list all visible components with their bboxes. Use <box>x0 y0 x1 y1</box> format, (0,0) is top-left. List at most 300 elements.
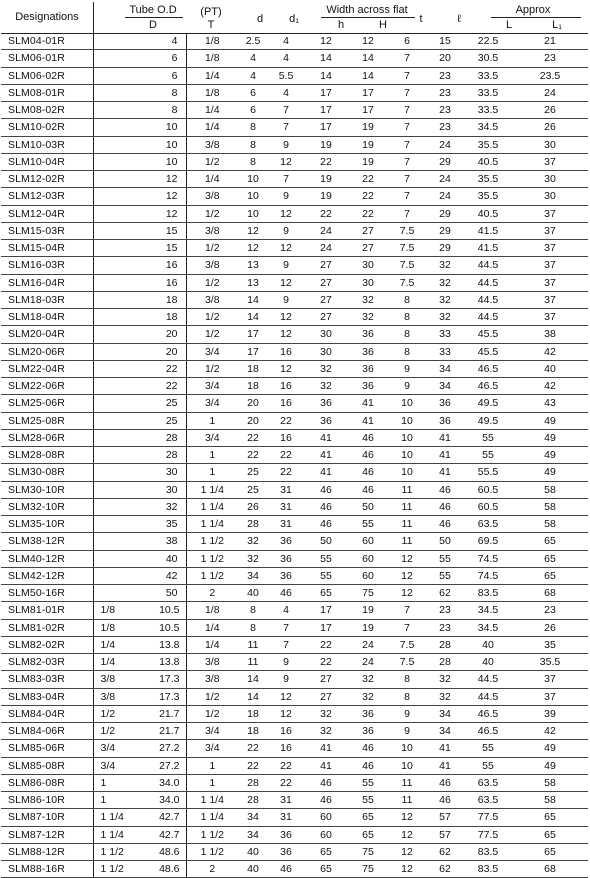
l1-cell: 58 <box>512 792 588 809</box>
pt-cell: 1/2 <box>186 205 238 222</box>
d1-cell: 16 <box>268 740 304 757</box>
l1-cell: 43 <box>512 395 588 412</box>
d1-cell: 9 <box>268 257 304 274</box>
big-l-cell: 83.5 <box>464 585 512 602</box>
l-cell: 33 <box>426 326 464 343</box>
table-row <box>1 705 588 722</box>
big-h-cell: 32 <box>348 671 388 688</box>
d1-cell: 7 <box>268 102 304 119</box>
h-cell: 27 <box>304 257 348 274</box>
designation-cell: SLM22-04R <box>1 360 93 377</box>
big-l-cell: 49.5 <box>464 395 512 412</box>
d1-cell: 31 <box>268 792 304 809</box>
d1-cell: 36 <box>268 826 304 843</box>
l1-cell: 42 <box>512 723 588 740</box>
tube-od-cell: 10 <box>130 153 186 170</box>
l1-cell: 68 <box>512 861 588 878</box>
big-h-cell: 24 <box>348 636 388 653</box>
pt-cell: 3/8 <box>186 291 238 308</box>
d1-cell: 12 <box>268 240 304 257</box>
big-h-cell: 22 <box>348 205 388 222</box>
big-l-cell: 22.5 <box>464 33 512 50</box>
designation-cell: SLM81-02R <box>1 619 93 636</box>
d1-cell: 31 <box>268 516 304 533</box>
table-row <box>1 205 588 222</box>
l1-cell: 65 <box>512 843 588 860</box>
table-row <box>1 740 588 757</box>
t-cell: 10 <box>388 447 426 464</box>
l-cell: 34 <box>426 723 464 740</box>
designation-cell: SLM10-02R <box>1 119 93 136</box>
l1-cell: 49 <box>512 757 588 774</box>
pt-cell: 3/4 <box>186 723 238 740</box>
l-cell: 29 <box>426 205 464 222</box>
pt-cell: 1/8 <box>186 33 238 50</box>
big-h-cell: 60 <box>348 567 388 584</box>
t-cell: 12 <box>388 567 426 584</box>
od-fraction-cell <box>93 567 130 584</box>
table-row <box>1 619 588 636</box>
tube-od-cell: 42 <box>130 567 186 584</box>
pt-cell: 1/2 <box>186 309 238 326</box>
designation-cell: SLM22-06R <box>1 378 93 395</box>
t-cell: 7 <box>388 50 426 67</box>
header-l1: L₁ <box>552 19 562 31</box>
designation-cell: SLM81-01R <box>1 602 93 619</box>
tube-od-cell: 16 <box>130 274 186 291</box>
table-row <box>1 723 588 740</box>
d1-cell: 12 <box>268 326 304 343</box>
h-cell: 17 <box>304 102 348 119</box>
d-cell: 17 <box>238 326 268 343</box>
t-cell: 12 <box>388 585 426 602</box>
d-cell: 40 <box>238 861 268 878</box>
l1-cell: 42 <box>512 378 588 395</box>
tube-od-cell: 12 <box>130 188 186 205</box>
od-fraction-cell <box>93 360 130 377</box>
pt-cell: 1/4 <box>186 67 238 84</box>
designation-cell: SLM25-08R <box>1 412 93 429</box>
tube-od-cell: 30 <box>130 464 186 481</box>
l1-cell: 68 <box>512 585 588 602</box>
tube-od-cell: 17.3 <box>130 688 186 705</box>
big-h-cell: 36 <box>348 343 388 360</box>
od-fraction-cell <box>93 309 130 326</box>
header-divider <box>93 2 94 33</box>
t-cell: 12 <box>388 809 426 826</box>
tube-od-cell: 48.6 <box>130 861 186 878</box>
h-cell: 65 <box>304 585 348 602</box>
big-l-cell: 34.5 <box>464 619 512 636</box>
table-header <box>1 2 588 34</box>
h-cell: 41 <box>304 464 348 481</box>
d-cell: 25 <box>238 464 268 481</box>
big-h-cell: 30 <box>348 257 388 274</box>
od-fraction-cell <box>93 447 130 464</box>
table-row <box>1 188 588 205</box>
d1-cell: 12 <box>268 705 304 722</box>
l-cell: 23 <box>426 102 464 119</box>
big-h-cell: 55 <box>348 774 388 791</box>
table-row <box>1 585 588 602</box>
l1-cell: 58 <box>512 774 588 791</box>
designation-cell: SLM85-06R <box>1 740 93 757</box>
l1-cell: 65 <box>512 533 588 550</box>
big-l-cell: 74.5 <box>464 550 512 567</box>
t-cell: 11 <box>388 498 426 515</box>
big-h-cell: 32 <box>348 291 388 308</box>
d1-cell: 16 <box>268 723 304 740</box>
h-cell: 46 <box>304 481 348 498</box>
d-cell: 14 <box>238 688 268 705</box>
big-l-cell: 83.5 <box>464 861 512 878</box>
od-fraction-cell: 1 <box>93 792 130 809</box>
d-cell: 28 <box>238 792 268 809</box>
d-cell: 22 <box>238 757 268 774</box>
l1-cell: 49 <box>512 447 588 464</box>
big-l-cell: 46.5 <box>464 723 512 740</box>
d1-cell: 9 <box>268 188 304 205</box>
big-h-cell: 12 <box>348 33 388 50</box>
table-row <box>1 843 588 860</box>
designation-cell: SLM06-02R <box>1 67 93 84</box>
t-cell: 7 <box>388 619 426 636</box>
t-cell: 8 <box>388 309 426 326</box>
designation-cell: SLM08-02R <box>1 102 93 119</box>
t-cell: 7.5 <box>388 257 426 274</box>
h-cell: 17 <box>304 619 348 636</box>
d1-cell: 4 <box>268 50 304 67</box>
od-fraction-cell: 3/8 <box>93 671 130 688</box>
tube-od-cell: 18 <box>130 309 186 326</box>
h-cell: 55 <box>304 550 348 567</box>
od-fraction-cell <box>93 33 130 50</box>
pt-cell: 3/8 <box>186 188 238 205</box>
t-cell: 6 <box>388 33 426 50</box>
l1-cell: 58 <box>512 498 588 515</box>
od-fraction-cell <box>93 464 130 481</box>
h-cell: 27 <box>304 274 348 291</box>
table-row <box>1 33 588 50</box>
l-cell: 28 <box>426 636 464 653</box>
t-cell: 8 <box>388 671 426 688</box>
d-cell: 20 <box>238 412 268 429</box>
tube-od-cell: 25 <box>130 412 186 429</box>
l-cell: 29 <box>426 153 464 170</box>
header-h: h <box>337 19 345 31</box>
t-cell: 7.5 <box>388 222 426 239</box>
table-row <box>1 567 588 584</box>
data-table <box>1 33 588 878</box>
pt-cell: 1/8 <box>186 84 238 101</box>
big-h-cell: 75 <box>348 861 388 878</box>
big-l-cell: 45.5 <box>464 326 512 343</box>
h-cell: 41 <box>304 757 348 774</box>
l-cell: 41 <box>426 429 464 446</box>
pt-cell: 3/8 <box>186 654 238 671</box>
tube-od-cell: 42.7 <box>130 826 186 843</box>
designation-cell: SLM85-08R <box>1 757 93 774</box>
od-fraction-cell <box>93 498 130 515</box>
big-h-cell: 55 <box>348 516 388 533</box>
pt-cell: 1/2 <box>186 705 238 722</box>
t-cell: 7.5 <box>388 654 426 671</box>
h-cell: 46 <box>304 498 348 515</box>
big-h-cell: 46 <box>348 481 388 498</box>
big-h-cell: 19 <box>348 602 388 619</box>
h-cell: 22 <box>304 205 348 222</box>
table-row <box>1 84 588 101</box>
d1-cell: 16 <box>268 343 304 360</box>
d1-cell: 4 <box>268 84 304 101</box>
l-cell: 24 <box>426 188 464 205</box>
t-cell: 11 <box>388 792 426 809</box>
t-cell: 9 <box>388 705 426 722</box>
l-cell: 23 <box>426 619 464 636</box>
d-cell: 13 <box>238 257 268 274</box>
d1-cell: 5.5 <box>268 67 304 84</box>
header-l: ℓ <box>457 13 461 25</box>
table-row <box>1 171 588 188</box>
big-h-cell: 55 <box>348 792 388 809</box>
table-row <box>1 809 588 826</box>
pt-cell: 3/4 <box>186 395 238 412</box>
h-cell: 32 <box>304 705 348 722</box>
big-h-cell: 22 <box>348 188 388 205</box>
l-cell: 20 <box>426 50 464 67</box>
l1-cell: 65 <box>512 826 588 843</box>
table-row <box>1 792 588 809</box>
l1-cell: 49 <box>512 740 588 757</box>
od-fraction-cell: 3/8 <box>93 688 130 705</box>
t-cell: 11 <box>388 516 426 533</box>
tube-od-cell: 32 <box>130 498 186 515</box>
d1-cell: 12 <box>268 309 304 326</box>
big-l-cell: 46.5 <box>464 378 512 395</box>
pt-cell: 1 <box>186 447 238 464</box>
d-cell: 14 <box>238 291 268 308</box>
d-cell: 22 <box>238 429 268 446</box>
tube-od-cell: 12 <box>130 171 186 188</box>
tube-od-cell: 34.0 <box>130 774 186 791</box>
pt-cell: 1/2 <box>186 688 238 705</box>
tube-od-cell: 27.2 <box>130 757 186 774</box>
big-l-cell: 49.5 <box>464 412 512 429</box>
d1-cell: 36 <box>268 550 304 567</box>
t-cell: 9 <box>388 723 426 740</box>
h-cell: 17 <box>304 602 348 619</box>
pt-cell: 1 1/2 <box>186 567 238 584</box>
d1-cell: 46 <box>268 585 304 602</box>
big-l-cell: 63.5 <box>464 774 512 791</box>
h-cell: 32 <box>304 723 348 740</box>
l1-cell: 37 <box>512 291 588 308</box>
od-fraction-cell <box>93 429 130 446</box>
header-designations: Designations <box>15 11 79 23</box>
header-d1: d₁ <box>289 13 299 25</box>
d-cell: 18 <box>238 378 268 395</box>
big-l-cell: 83.5 <box>464 843 512 860</box>
pt-cell: 1 1/2 <box>186 533 238 550</box>
h-cell: 27 <box>304 309 348 326</box>
h-cell: 41 <box>304 429 348 446</box>
d-cell: 32 <box>238 533 268 550</box>
l-cell: 34 <box>426 360 464 377</box>
big-h-cell: 60 <box>348 550 388 567</box>
big-h-cell: 60 <box>348 533 388 550</box>
od-fraction-cell: 1/2 <box>93 705 130 722</box>
big-l-cell: 45.5 <box>464 343 512 360</box>
od-fraction-cell <box>93 326 130 343</box>
big-l-cell: 46.5 <box>464 705 512 722</box>
table-row <box>1 498 588 515</box>
od-fraction-cell <box>93 50 130 67</box>
h-cell: 17 <box>304 119 348 136</box>
d-cell: 10 <box>238 205 268 222</box>
h-cell: 27 <box>304 671 348 688</box>
big-l-cell: 44.5 <box>464 257 512 274</box>
big-h-cell: 32 <box>348 688 388 705</box>
l-cell: 29 <box>426 222 464 239</box>
od-fraction-cell <box>93 481 130 498</box>
t-cell: 11 <box>388 533 426 550</box>
d-cell: 6 <box>238 84 268 101</box>
pt-cell: 2 <box>186 861 238 878</box>
od-fraction-cell <box>93 343 130 360</box>
big-h-cell: 65 <box>348 826 388 843</box>
t-cell: 10 <box>388 464 426 481</box>
l1-cell: 37 <box>512 153 588 170</box>
l-cell: 23 <box>426 119 464 136</box>
tube-od-cell: 4 <box>130 33 186 50</box>
pt-cell: 3/4 <box>186 343 238 360</box>
od-fraction-cell: 3/4 <box>93 740 130 757</box>
big-l-cell: 40.5 <box>464 205 512 222</box>
h-cell: 19 <box>304 136 348 153</box>
big-h-cell: 41 <box>348 395 388 412</box>
table-row <box>1 654 588 671</box>
designation-cell: SLM35-10R <box>1 516 93 533</box>
d-cell: 28 <box>238 774 268 791</box>
l-cell: 28 <box>426 654 464 671</box>
t-cell: 11 <box>388 481 426 498</box>
od-fraction-cell: 1/8 <box>93 619 130 636</box>
tube-od-cell: 48.6 <box>130 843 186 860</box>
l1-cell: 26 <box>512 102 588 119</box>
t-cell: 11 <box>388 774 426 791</box>
big-l-cell: 44.5 <box>464 688 512 705</box>
d1-cell: 16 <box>268 429 304 446</box>
d-cell: 22 <box>238 740 268 757</box>
table-row <box>1 102 588 119</box>
pt-cell: 3/8 <box>186 257 238 274</box>
header-t: t <box>419 13 423 25</box>
od-fraction-cell: 1/4 <box>93 654 130 671</box>
d-cell: 13 <box>238 274 268 291</box>
l1-cell: 21 <box>512 33 588 50</box>
header-big-l: L <box>505 19 513 31</box>
d-cell: 8 <box>238 619 268 636</box>
designation-cell: SLM32-10R <box>1 498 93 515</box>
h-cell: 32 <box>304 378 348 395</box>
d-cell: 25 <box>238 481 268 498</box>
tube-od-cell: 34.0 <box>130 792 186 809</box>
l-cell: 33 <box>426 343 464 360</box>
d-cell: 18 <box>238 360 268 377</box>
h-cell: 12 <box>304 33 348 50</box>
od-fraction-cell: 1 1/2 <box>93 861 130 878</box>
big-l-cell: 40.5 <box>464 153 512 170</box>
h-cell: 14 <box>304 67 348 84</box>
t-cell: 10 <box>388 395 426 412</box>
tube-od-cell: 30 <box>130 481 186 498</box>
d-cell: 14 <box>238 309 268 326</box>
d1-cell: 7 <box>268 119 304 136</box>
d-cell: 32 <box>238 550 268 567</box>
d1-cell: 16 <box>268 378 304 395</box>
table-row <box>1 516 588 533</box>
tube-od-cell: 10 <box>130 136 186 153</box>
l1-cell: 30 <box>512 171 588 188</box>
h-cell: 55 <box>304 567 348 584</box>
pt-cell: 1 1/4 <box>186 498 238 515</box>
l-cell: 24 <box>426 171 464 188</box>
h-cell: 27 <box>304 291 348 308</box>
h-cell: 17 <box>304 84 348 101</box>
l1-cell: 58 <box>512 516 588 533</box>
l1-cell: 38 <box>512 326 588 343</box>
od-fraction-cell <box>93 516 130 533</box>
pt-cell: 1 1/4 <box>186 792 238 809</box>
l-cell: 46 <box>426 792 464 809</box>
pt-cell: 1 <box>186 757 238 774</box>
big-h-cell: 46 <box>348 740 388 757</box>
t-cell: 12 <box>388 843 426 860</box>
od-fraction-cell <box>93 240 130 257</box>
table-row <box>1 550 588 567</box>
designation-cell: SLM10-03R <box>1 136 93 153</box>
l1-cell: 49 <box>512 429 588 446</box>
l-cell: 23 <box>426 67 464 84</box>
l-cell: 46 <box>426 516 464 533</box>
l-cell: 23 <box>426 84 464 101</box>
designation-cell: SLM04-01R <box>1 33 93 50</box>
d-cell: 10 <box>238 188 268 205</box>
big-l-cell: 55 <box>464 740 512 757</box>
l1-cell: 37 <box>512 205 588 222</box>
big-h-cell: 36 <box>348 378 388 395</box>
big-h-cell: 32 <box>348 309 388 326</box>
od-fraction-cell <box>93 533 130 550</box>
table-row <box>1 826 588 843</box>
l-cell: 62 <box>426 843 464 860</box>
tube-od-cell: 25 <box>130 395 186 412</box>
od-fraction-cell <box>93 412 130 429</box>
pt-cell: 1/4 <box>186 171 238 188</box>
pt-cell: 1 <box>186 464 238 481</box>
big-h-cell: 50 <box>348 498 388 515</box>
h-cell: 36 <box>304 395 348 412</box>
big-h-cell: 36 <box>348 705 388 722</box>
d1-cell: 7 <box>268 171 304 188</box>
big-h-cell: 75 <box>348 585 388 602</box>
pt-cell: 1 1/2 <box>186 550 238 567</box>
l1-cell: 37 <box>512 257 588 274</box>
big-l-cell: 41.5 <box>464 240 512 257</box>
tube-od-cell: 10 <box>130 119 186 136</box>
designation-cell: SLM20-06R <box>1 343 93 360</box>
tube-od-cell: 6 <box>130 50 186 67</box>
